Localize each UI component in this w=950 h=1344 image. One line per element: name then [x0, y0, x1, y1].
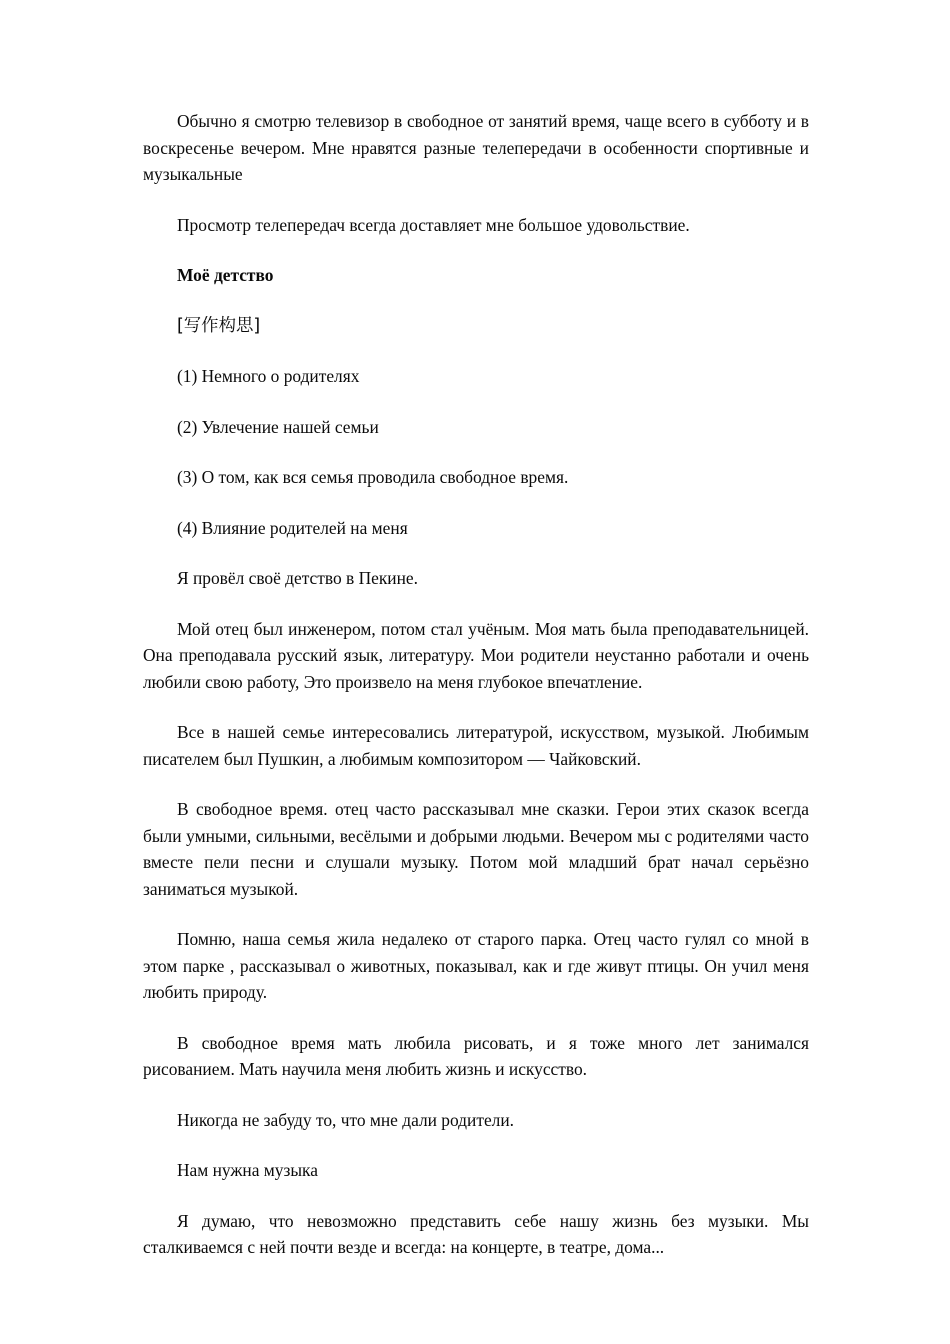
paragraph-never-forget: Никогда не забуду то, что мне дали родители.: [177, 1109, 514, 1130]
paragraph-tv-watching: Обычно я смотрю телевизор в свободное от занятий время, чаще всего в субботу и в воскресенье вечером. Мне нравятся разные телепередачи в особенности спортивные и музыкальные: [143, 111, 809, 184]
paragraph-family-interests: Все в нашей семье интересовались литературой, искусством, музыкой. Любимым писателем был Пушкин, а любимым композитором — Чайковский.: [143, 722, 809, 769]
paragraph-fairy-tales: В свободное время. отец часто рассказывал мне сказки. Герои этих сказок всегда были умными, сильными, весёлыми и добрыми людьми. Вечером мы с родителями часто вместе пели песни и слушали музыку. Потом мой младший брат начал серьёзно заниматься музыкой.: [143, 799, 809, 899]
paragraph-childhood-beijing: Я провёл своё детство в Пекине.: [177, 568, 418, 588]
paragraph-mother-drawing: В свободное время мать любила рисовать, и я тоже много лет занимался рисованием. Мать научила меня любить жизнь и искусство.: [143, 1032, 809, 1079]
annotation-writing-plan: [写作构思]: [177, 315, 261, 336]
outline-item-2: (2) Увлечение нашей семьи: [177, 416, 379, 437]
outline-item-3: (3) О том, как вся семья проводила свободное время.: [177, 467, 569, 487]
paragraph-parents-occupations: Мой отец был инженером, потом стал учёным. Моя мать была преподавательницей. Она преподавала русский язык, литературу. Мои родители неустанно работали и очень любили свою работу, Это произвело на меня глубокое впечатление.: [143, 618, 809, 692]
outline-item-4: (4) Влияние родителей на меня: [177, 517, 408, 538]
paragraph-music-everywhere: Я думаю, что невозможно представить себе нашу жизнь без музыки. Мы сталкиваемся с ней почти везде и всегда: на концерте, в театре, дома...: [143, 1210, 809, 1257]
heading-we-need-music: Нам нужна музыка: [177, 1160, 318, 1180]
paragraph-tv-pleasure: Просмотр телепередач всегда доставляет мне большое удовольствие.: [177, 214, 690, 235]
paragraph-old-park: Помню, наша семья жила недалеко от старого парка. Отец часто гулял со мной в этом парке , рассказывал о животных, показывал, как и где живут птицы. Он учил меня любить природу.: [143, 929, 809, 1002]
heading-my-childhood: Моё детство: [177, 265, 274, 285]
outline-item-1: (1) Немного о родителях: [177, 366, 360, 386]
document-body: [143, 108, 809, 1261]
